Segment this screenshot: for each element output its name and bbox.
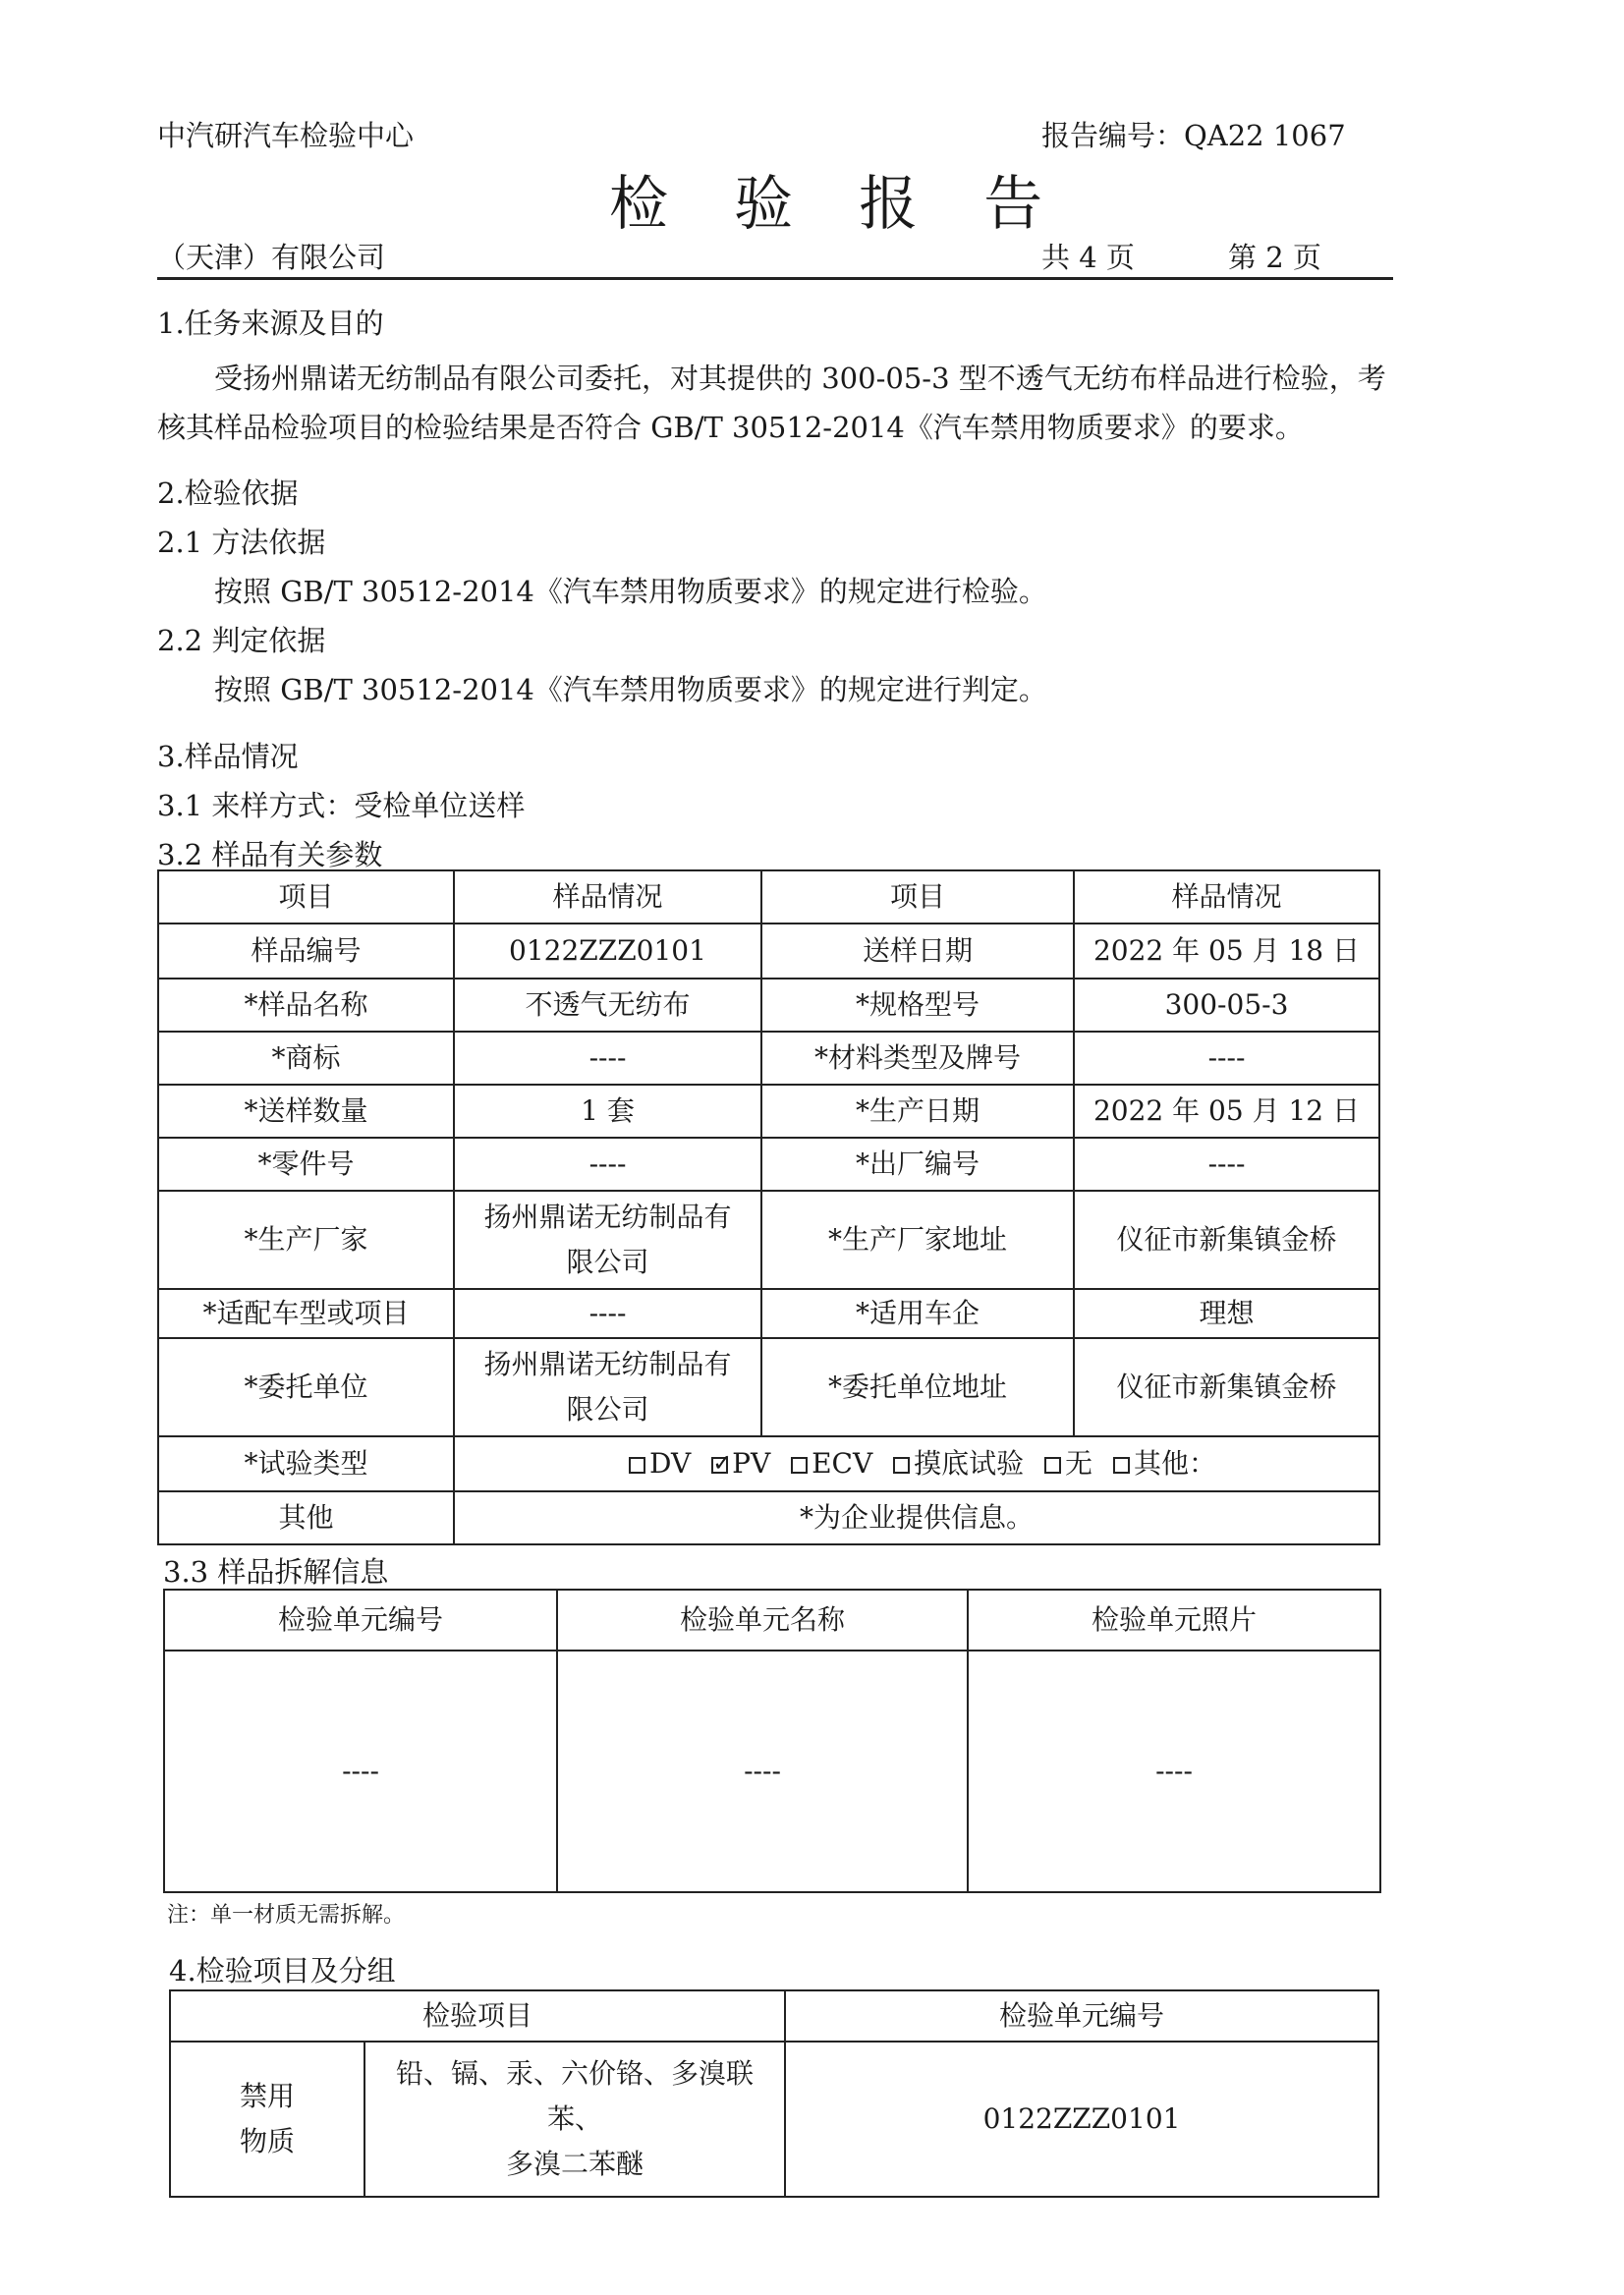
section2-2-text: 按照 GB/T 30512-2014《汽车禁用物质要求》的规定进行判定。 [214, 673, 1047, 706]
items-cell [364, 2042, 785, 2197]
cell: ---- [1074, 1032, 1379, 1085]
section2-heading: 2.检验依据 [157, 476, 299, 510]
cell: 扬州鼎诺无纺制品有限公司 [454, 1338, 761, 1436]
option-label: PV [732, 1447, 771, 1480]
section3-2: 3.2 样品有关参数 [157, 838, 383, 871]
disassembly-note: 注：单一材质无需拆解。 [167, 1903, 406, 1928]
cell: 2022 年 05 月 18 日 [1074, 924, 1379, 979]
page-title: 检 验 报 告 [609, 170, 1067, 239]
checkbox-baseline-test [893, 1457, 910, 1474]
section2-1-text: 按照 GB/T 30512-2014《汽车禁用物质要求》的规定进行检验。 [214, 575, 1047, 608]
table-row [158, 1491, 1379, 1544]
table-header-row [170, 1990, 1378, 2042]
group-line: 禁用 [239, 2080, 295, 2112]
table-row [170, 2042, 1378, 2197]
section3-1: 3.1 来样方式：受检单位送样 [157, 789, 526, 822]
table-row [158, 924, 1379, 979]
table-row [158, 1032, 1379, 1085]
table-row [158, 1338, 1379, 1436]
cell: *商标 [158, 1032, 454, 1085]
cell: 其他 [158, 1491, 454, 1544]
cell: *委托单位 [158, 1338, 454, 1436]
cell: *生产厂家 [158, 1191, 454, 1289]
header-cell: 样品情况 [454, 870, 761, 924]
cell: *试验类型 [158, 1436, 454, 1491]
group-line: 物质 [239, 2125, 295, 2157]
cell: *生产日期 [761, 1085, 1074, 1138]
cell: *为企业提供信息。 [454, 1491, 1379, 1544]
table-row [158, 979, 1379, 1032]
table-row [158, 1085, 1379, 1138]
cell: *样品名称 [158, 979, 454, 1032]
cell: ---- [968, 1651, 1380, 1892]
table-row [164, 1651, 1380, 1892]
header-cell: 检验单元照片 [968, 1590, 1380, 1651]
cell: *委托单位地址 [761, 1338, 1074, 1436]
unit-no-cell: 0122ZZZ0101 [785, 2042, 1378, 2197]
table-row [158, 1191, 1379, 1289]
option-label: DV [649, 1447, 692, 1480]
checkbox-pv [711, 1457, 728, 1474]
cell: *适配车型或项目 [158, 1289, 454, 1338]
cell: ---- [454, 1032, 761, 1085]
table-row [158, 1289, 1379, 1338]
cell: 300-05-3 [1074, 979, 1379, 1032]
page-total: 共 4 页 [1041, 241, 1135, 274]
header-cell: 样品情况 [1074, 870, 1379, 924]
table-row [158, 1138, 1379, 1191]
cell: 扬州鼎诺无纺制品有限公司 [454, 1191, 761, 1289]
cell: *规格型号 [761, 979, 1074, 1032]
header-cell: 项目 [761, 870, 1074, 924]
cell: 1 套 [454, 1085, 761, 1138]
org-name-line2: （天津）有限公司 [157, 241, 386, 274]
header-cell: 项目 [158, 870, 454, 924]
items-line: 铅、镉、汞、六价铬、多溴联苯、 [396, 2057, 755, 2135]
cell: 仪征市新集镇金桥 [1074, 1191, 1379, 1289]
option-label: 无 [1065, 1447, 1093, 1480]
header-cell: 检验项目 [170, 1990, 785, 2042]
section1-heading: 1.任务来源及目的 [157, 307, 384, 340]
cell: ---- [1074, 1138, 1379, 1191]
cell: 不透气无纺布 [454, 979, 761, 1032]
option-label: ECV [812, 1447, 873, 1480]
checkbox-other [1113, 1457, 1130, 1474]
section2-1-heading: 2.1 方法依据 [157, 526, 326, 559]
org-name-line1: 中汽研汽车检验中心 [157, 119, 415, 152]
cell: ---- [454, 1138, 761, 1191]
cell: 0122ZZZ0101 [454, 924, 761, 979]
group-cell [170, 2042, 364, 2197]
cell: ---- [164, 1651, 557, 1892]
page-current: 第 2 页 [1228, 241, 1321, 274]
table-header-row [158, 870, 1379, 924]
table-header-row [164, 1590, 1380, 1651]
disassembly-table [163, 1589, 1381, 1893]
cell: *材料类型及牌号 [761, 1032, 1074, 1085]
header-cell: 检验单元编号 [164, 1590, 557, 1651]
option-label: 摸底试验 [914, 1447, 1025, 1480]
cell: *零件号 [158, 1138, 454, 1191]
cell: 送样日期 [761, 924, 1074, 979]
section1-paragraph: 受扬州鼎诺无纺制品有限公司委托，对其提供的 300-05-3 型不透气无纺布样品进行检验，考核其样品检验项目的检验结果是否符合 GB/T 30512-2014《汽车禁用物质要求》的要求。 [157, 362, 1386, 444]
cell: *生产厂家地址 [761, 1191, 1074, 1289]
cell: 2022 年 05 月 12 日 [1074, 1085, 1379, 1138]
checkbox-none [1044, 1457, 1061, 1474]
checkbox-ecv [791, 1457, 808, 1474]
cell: 仪征市新集镇金桥 [1074, 1338, 1379, 1436]
cell: ---- [454, 1289, 761, 1338]
test-type-options [454, 1436, 1379, 1491]
test-items-table [169, 1989, 1379, 2198]
option-label: 其他： [1133, 1447, 1216, 1480]
cell: *出厂编号 [761, 1138, 1074, 1191]
cell: ---- [557, 1651, 968, 1892]
sample-params-table [157, 869, 1380, 1545]
section3-3: 3.3 样品拆解信息 [163, 1555, 389, 1589]
section2-2-heading: 2.2 判定依据 [157, 624, 326, 657]
items-line: 多溴二苯醚 [506, 2148, 644, 2180]
header-cell: 检验单元名称 [557, 1590, 968, 1651]
cell: 样品编号 [158, 924, 454, 979]
cell: *送样数量 [158, 1085, 454, 1138]
header-rule [157, 277, 1393, 280]
cell: *适用车企 [761, 1289, 1074, 1338]
report-number: 报告编号：QA22 1067 [1041, 119, 1346, 152]
section3-heading: 3.样品情况 [157, 740, 299, 773]
section4-heading: 4.检验项目及分组 [169, 1954, 396, 1987]
checkbox-dv [629, 1457, 645, 1474]
header-cell: 检验单元编号 [785, 1990, 1378, 2042]
table-row [158, 1436, 1379, 1491]
cell: 理想 [1074, 1289, 1379, 1338]
